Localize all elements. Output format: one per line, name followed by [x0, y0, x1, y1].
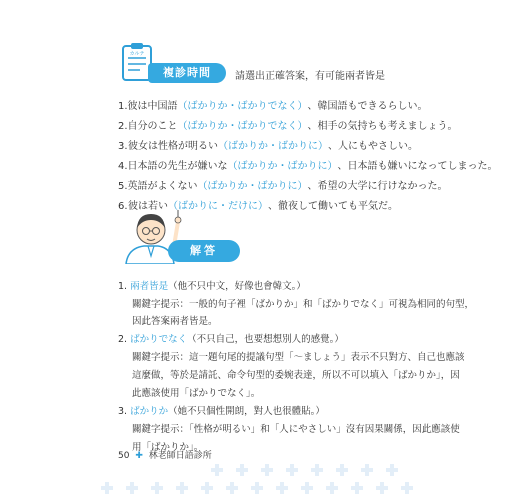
question-options: （ばかりか・ばかりに） — [197, 181, 308, 192]
page-number: 50 — [118, 451, 130, 461]
plus-icon: ✚ — [135, 451, 143, 461]
answer-explanation-line: 關鍵字提示：這一題句尾的提議句型「～ましょう」表示不只對方、自己也應該 — [132, 352, 465, 363]
question-options: （ばかりか・ばかりでなく） — [177, 101, 308, 112]
instruction-text: 請選出正確答案，有可能兩者皆是 — [235, 71, 385, 82]
answer-heading: 3. ばかりか（她不只個性開朗，對人也很體貼。） — [118, 406, 325, 417]
answer-label: ばかりか — [130, 406, 169, 417]
answer-label: ばかりでなく — [130, 334, 188, 345]
clipboard-label: カルテ — [129, 51, 145, 57]
answer-explanation-line: 因此答案兩者皆是。 — [132, 316, 218, 327]
question-item: 3. 彼女は性格が明るい （ばかりか・ばかりに） 、人にもやさしい。 — [118, 132, 418, 152]
answer-explanation-line: 用「ばかりか」。 — [132, 442, 204, 453]
question-item: 6. 彼は若い （ばかりに・だけに） 、徹夜して働いても平気だ。 — [118, 192, 418, 212]
answer-label: 兩者皆是 — [130, 281, 169, 292]
question-options: （ばかりか・ばかりに） — [218, 141, 328, 152]
question-options: （ばかりか・ばかりに） — [227, 161, 338, 172]
answer-section-badge: 解答 — [168, 240, 240, 262]
answer-heading: 1. 兩者皆是（他不只中文，好像也會韓文。） — [118, 281, 306, 292]
question-options: （ばかりに・だけに） — [168, 201, 268, 212]
answer-explanation-line: 關鍵字提示：「性格が明るい」和「人にやさしい」沒有因果關係，因此應該使 — [132, 424, 460, 435]
question-options: （ばかりか・ばかりでなく） — [177, 121, 308, 132]
answer-explanation-line: 這麼做，等於是請託、命令句型的委婉表達，所以不可以填入「ばかりか」，因 — [132, 370, 460, 381]
book-title: 林老師日語診所 — [148, 451, 212, 461]
answer-explanation-line: 關鍵字提示：一般的句子裡「ばかりか」和「ばかりでなく」可視為相同的句型， — [132, 299, 475, 310]
question-item: 1. 彼は中国語 （ばかりか・ばかりでなく） 、韓国語もできるらしい。 — [118, 92, 418, 112]
question-list — [118, 92, 498, 212]
cross-pattern-decoration — [100, 462, 430, 500]
answer-heading: 2. ばかりでなく（不只自己，也要想想別人的感覺。） — [118, 334, 344, 345]
review-section-badge: 複診時間 — [148, 63, 226, 83]
question-item: 5. 英語がよくない （ばかりか・ばかりに） 、希望の大学に行けなかった。 — [118, 172, 418, 192]
page-footer — [118, 448, 212, 461]
answer-explanation-line: 此應該使用「ばかりでなく」。 — [132, 388, 261, 399]
question-item: 4. 日本語の先生が嫌いな （ばかりか・ばかりに） 、日本語も嫌いになってしまった。 — [118, 152, 418, 172]
question-item: 2. 自分のこと （ばかりか・ばかりでなく） 、相手の気持ちも考えましょう。 — [118, 112, 418, 132]
